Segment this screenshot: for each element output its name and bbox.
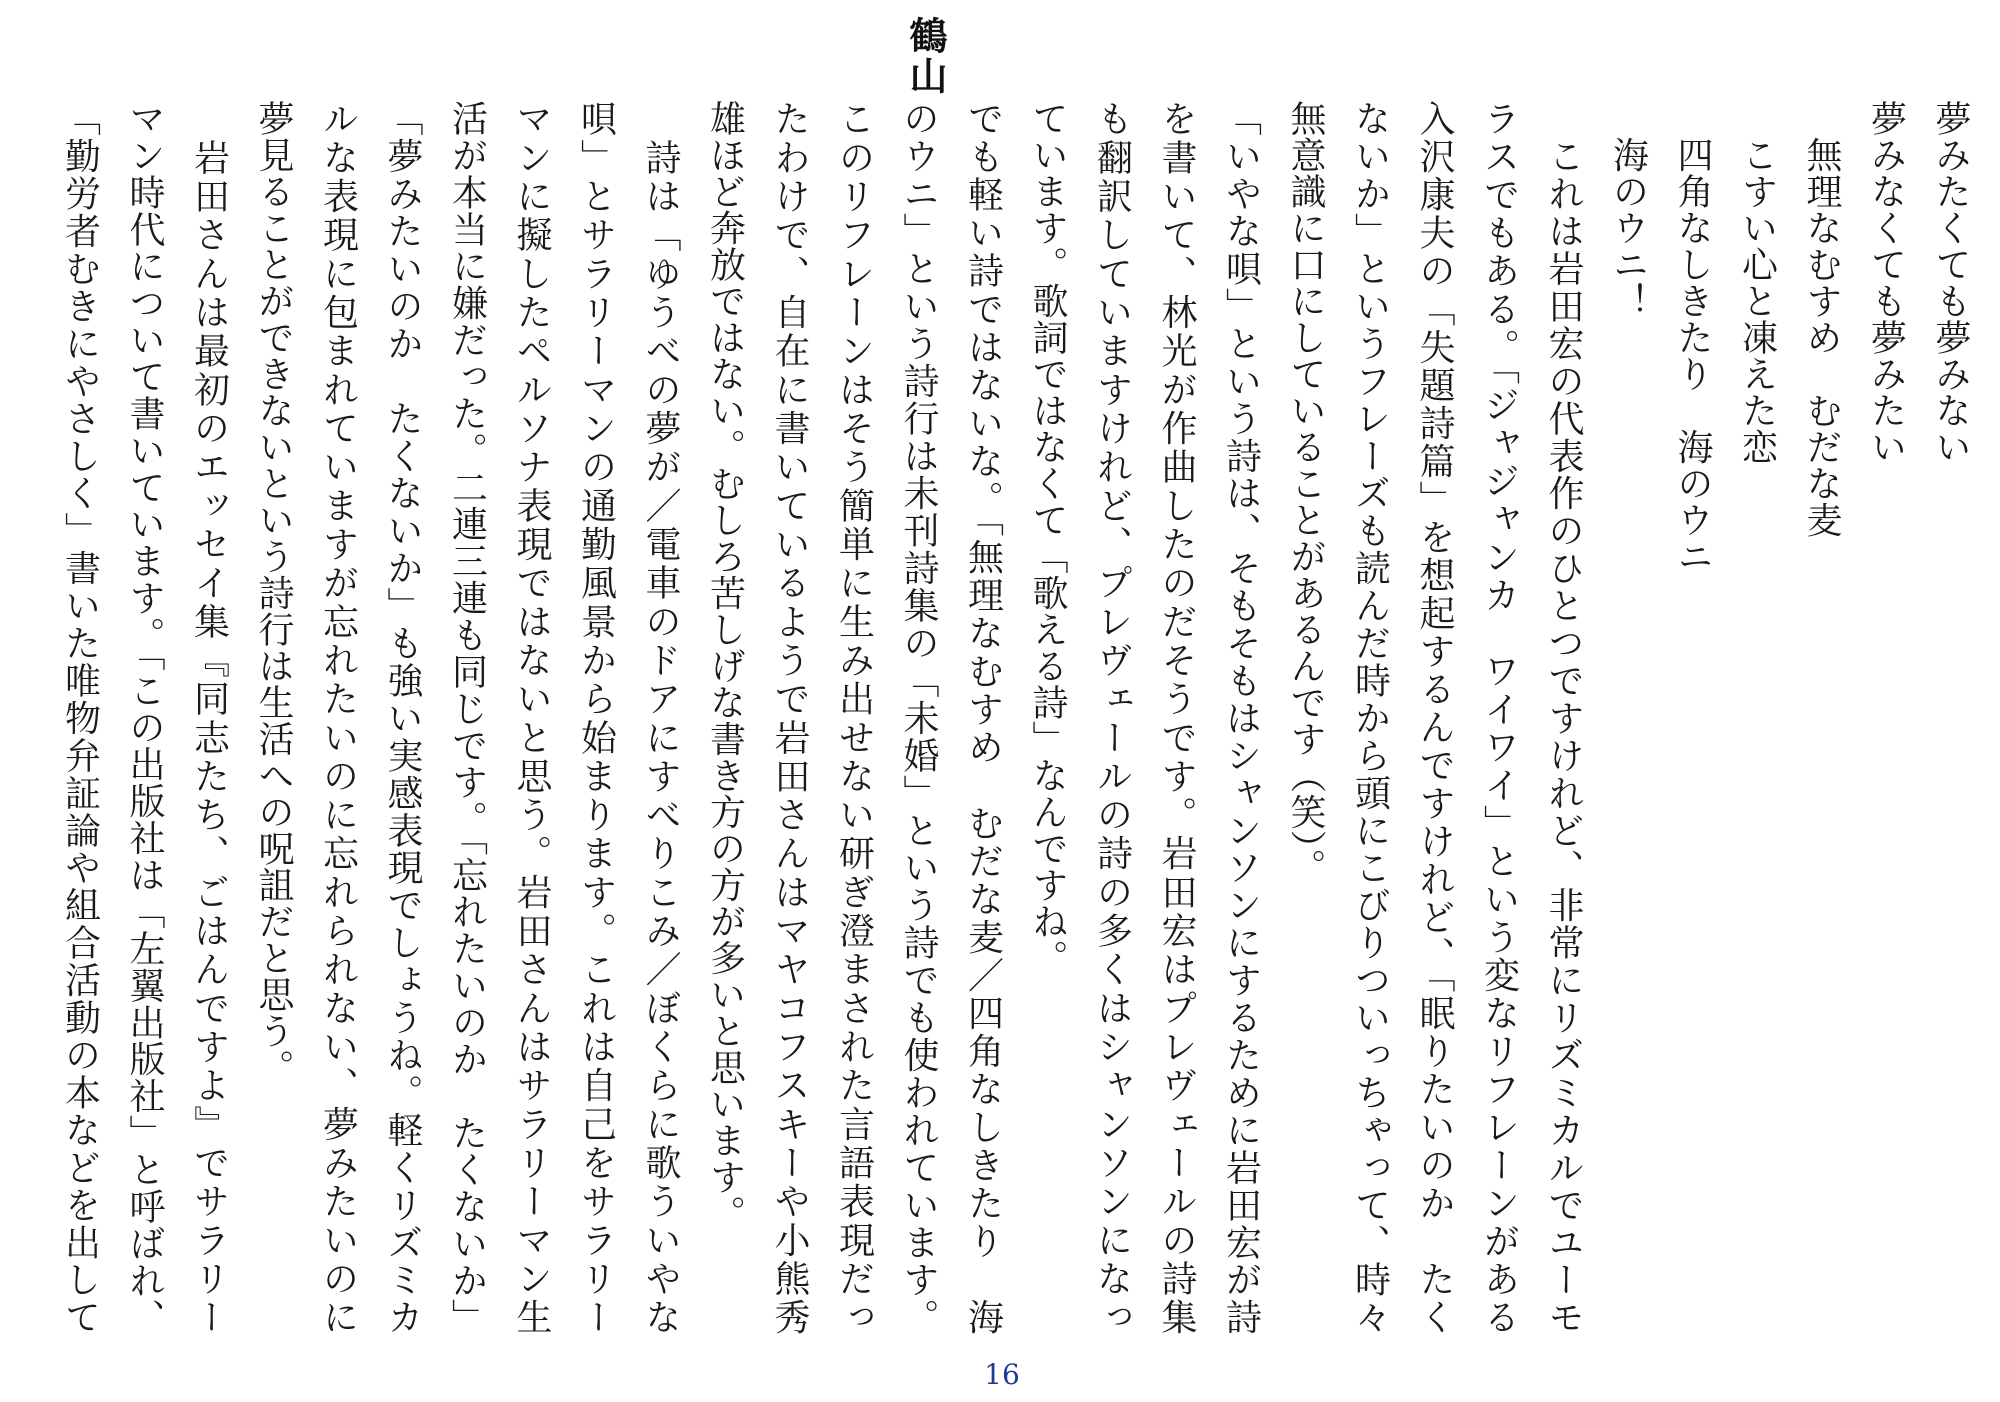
prose-line: ないか」というフレーズも読んだ時から頭にこびりついっちゃって、時々: [1349, 100, 1391, 1335]
poem-line: 四角なしきたり 海のウニ: [1672, 100, 1713, 575]
text-block: [47, 100, 1982, 1335]
prose-line: マン時代について書いています。「この出版社は「左翼出版社」と呼ばれ、: [124, 100, 165, 1335]
page-number: 16: [984, 1358, 1020, 1391]
prose-line: たわけで、自在に書いているようで岩田さんはマヤコフスキーや小熊秀: [769, 100, 810, 1335]
prose-line: マンに擬したペルソナ表現ではないと思う。岩田さんはサラリーマン生: [511, 100, 552, 1335]
prose-line: このリフレーンはそう簡単に生み出せない研ぎ澄まされた言語表現だっ: [833, 100, 875, 1335]
poem-line: 海のウニ！: [1607, 100, 1649, 319]
prose-line: 入沢康夫の「失題詩篇」を想起するんですけれど、「眠りたいのか たく: [1414, 100, 1455, 1335]
poem-line: 無理なむすめ むだな麦: [1801, 100, 1842, 538]
poem-line: 夢みなくても夢みたい: [1865, 100, 1907, 465]
prose-line: 無意識に口にしていることがあるんです（笑）。: [1285, 100, 1326, 885]
speaker-name: 鶴山: [903, 16, 947, 96]
prose-line: 活が本当に嫌だった。二連三連も同じです。「忘れたいのか たくないか」: [446, 100, 488, 1335]
poem-line: 夢みたくても夢みない: [1930, 100, 1971, 465]
prose-line: 雄ほど奔放ではない。むしろ苦しげな書き方の方が多いと思います。: [704, 100, 746, 1232]
prose-line: 「いやな唄」という詩は、そもそもはシャンソンにするために岩田宏が詩: [1220, 100, 1262, 1335]
prose-line: ルな表現に包まれていますが忘れたいのに忘れられない、夢みたいのに: [317, 100, 359, 1335]
prose-line: ています。歌詞ではなくて「歌える詩」なんですね。: [1027, 100, 1068, 976]
prose-line: 詩は「ゆうべの夢が／電車のドアにすべりこみ／ぼくらに歌ういやな: [640, 100, 681, 1335]
prose-line: 唄」とサラリーマンの通勤風景から始まります。これは自己をサラリー: [575, 100, 617, 1335]
prose-line: のウニ」という詩行は未刊詩集の「未婚」という詩でも使われています。: [898, 100, 939, 1335]
prose-line: 「勤労者むきにやさしく」書いた唯物弁証論や組合活動の本などを出して: [59, 100, 101, 1335]
prose-line: を書いて、林光が作曲したのだそうです。岩田宏はプレヴェールの詩集: [1156, 100, 1197, 1335]
prose-line: これは岩田宏の代表作のひとつですけれど、非常にリズミカルでユーモ: [1543, 100, 1584, 1335]
prose-line: 岩田さんは最初のエッセイ集『同志たち、ごはんですよ』でサラリー: [188, 100, 230, 1335]
prose-line: も翻訳していますけれど、プレヴェールの詩の多くはシャンソンになっ: [1091, 100, 1133, 1335]
prose-line: 夢見ることができないという詩行は生活への呪詛だと思う。: [253, 100, 294, 1086]
poem-line: こすい心と凍えた恋: [1736, 100, 1778, 465]
prose-line: でも軽い詩ではないな。「無理なむすめ むだな麦／四角なしきたり 海: [962, 100, 1004, 1335]
prose-line: ラスでもある。「ジャジャンカ ワイワイ」という変なリフレーンがある: [1478, 100, 1520, 1335]
prose-line: 「夢みたいのか たくないか」も強い実感表現でしょうね。軽くリズミカ: [382, 100, 423, 1335]
